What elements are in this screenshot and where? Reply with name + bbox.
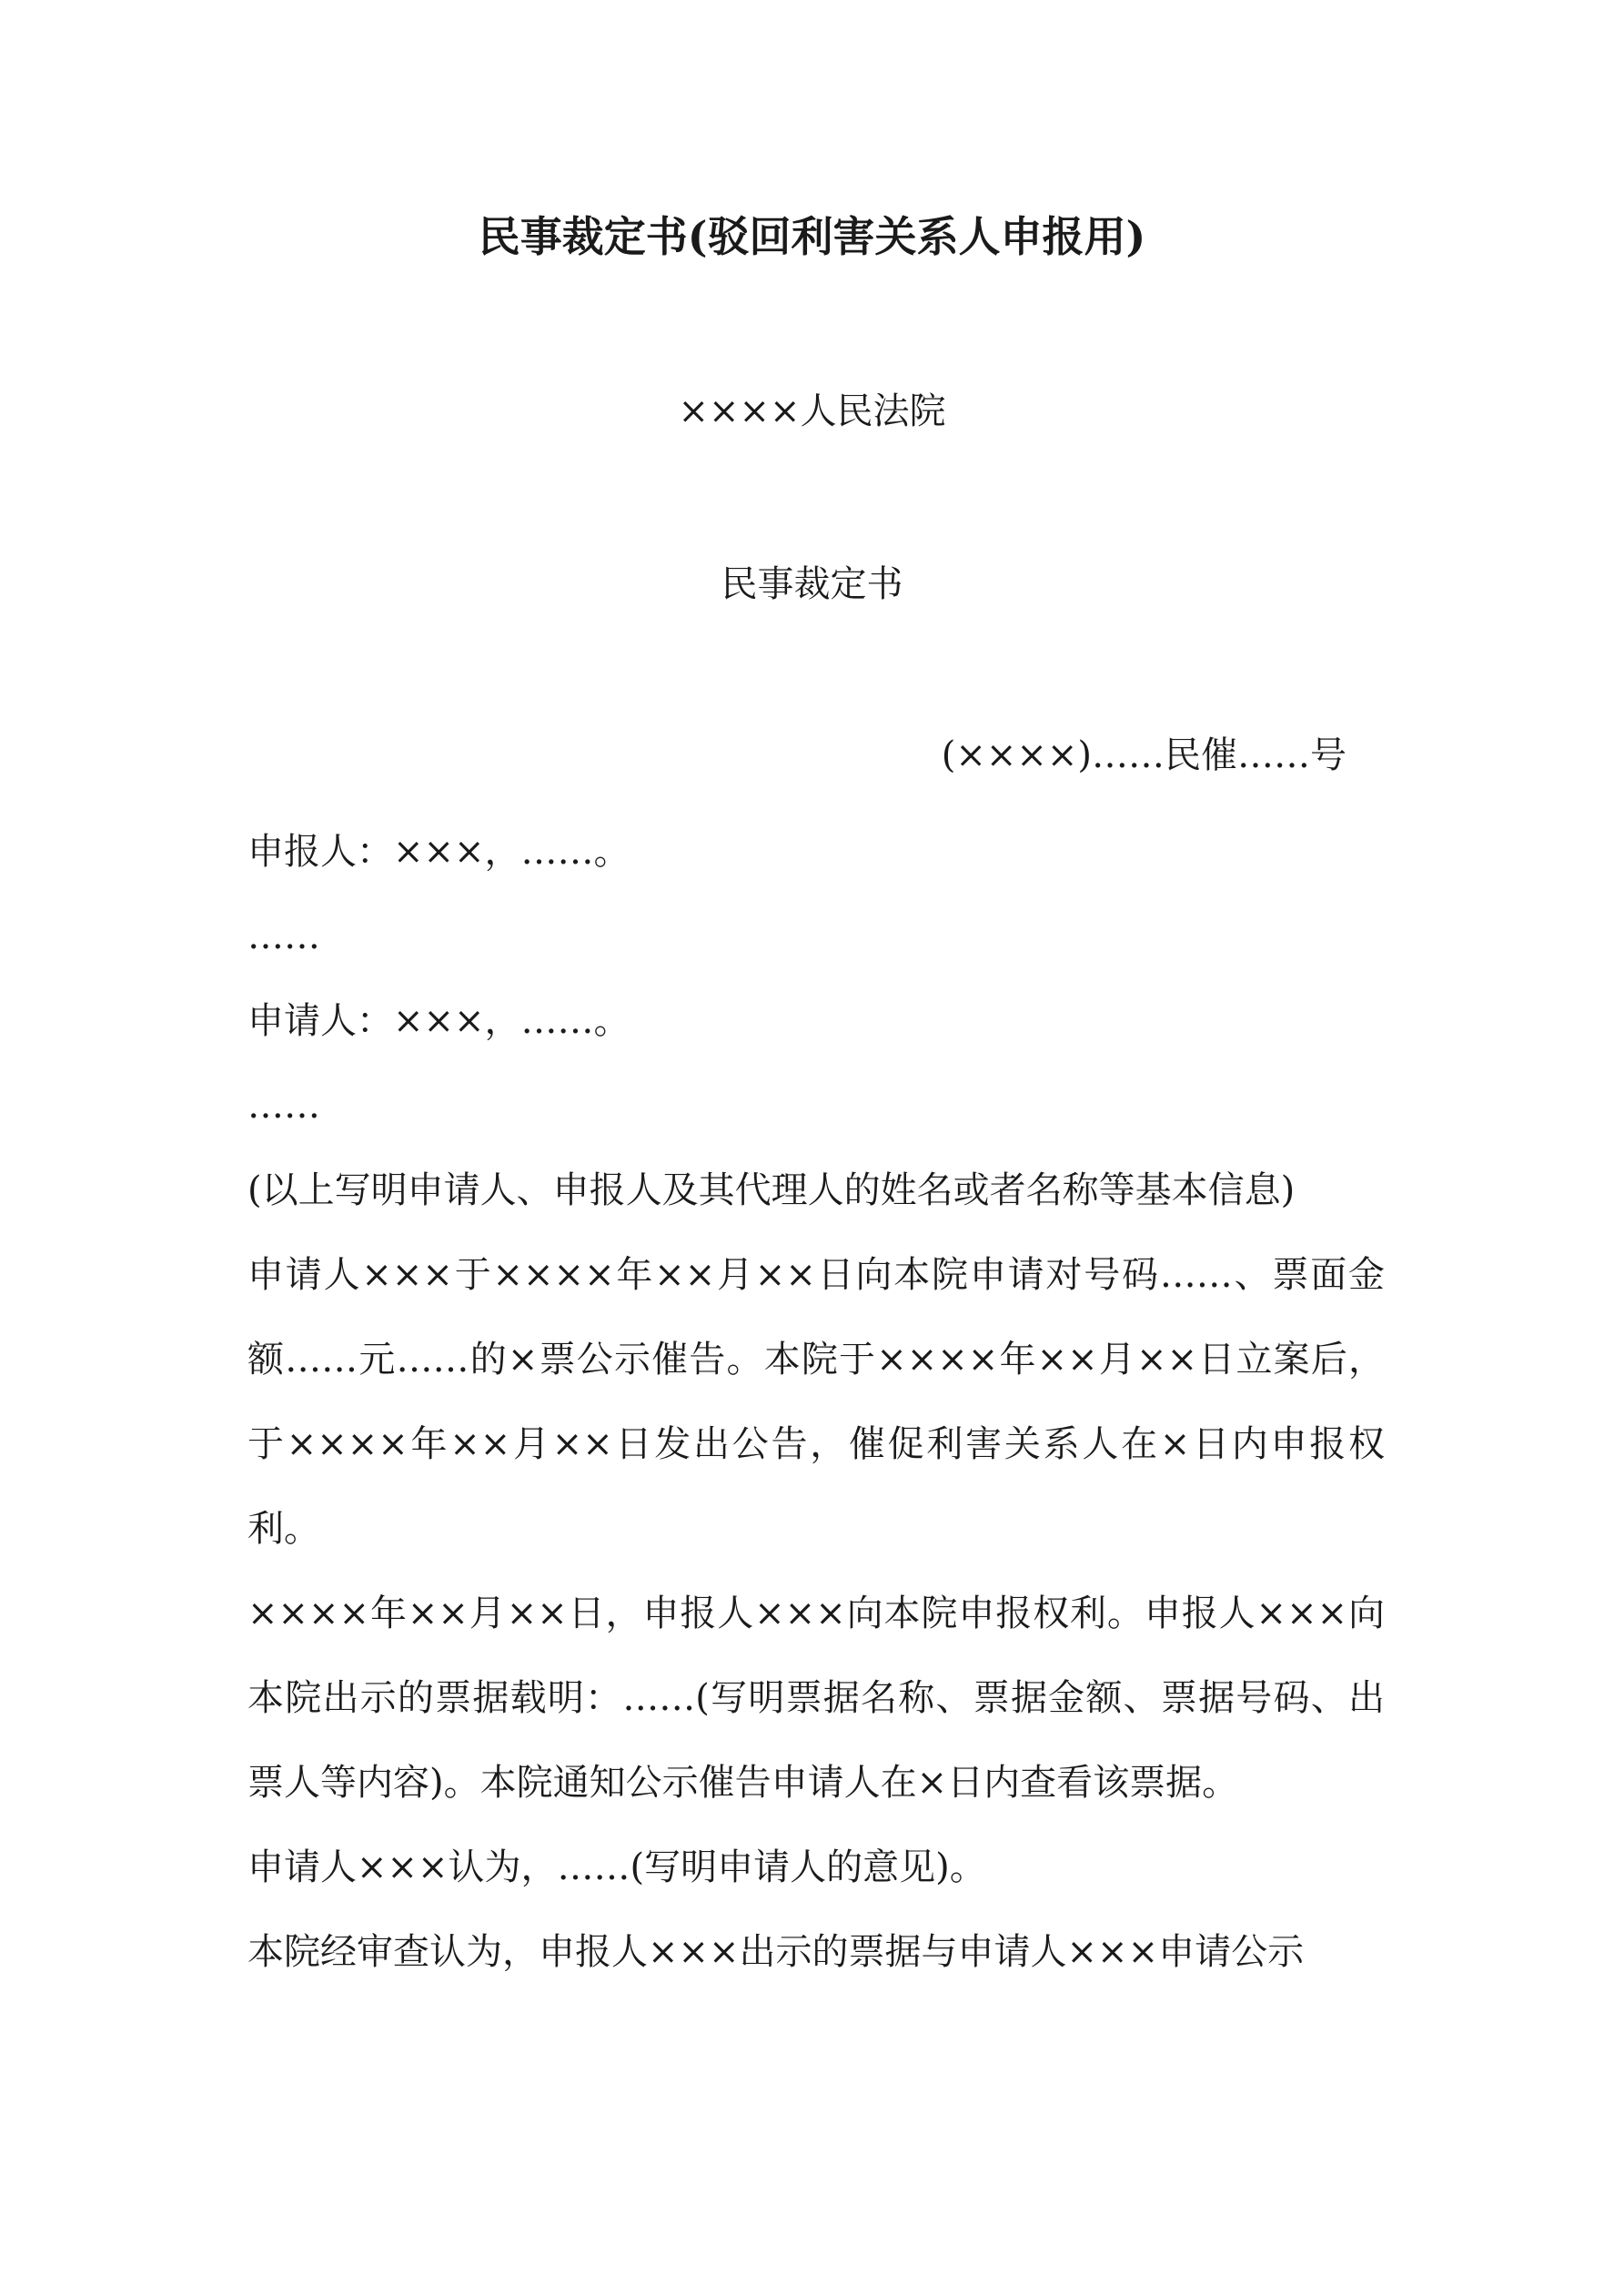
paragraph-applicant-opinion: 申请人×××认为，……(写明申请人的意见)。	[247, 1846, 986, 1888]
paragraph-ellipsis: ……	[247, 915, 320, 957]
case-number: (××××)……民催……号	[941, 734, 1347, 776]
court-name: ××××人民法院	[678, 390, 946, 432]
paragraph-reporter: 申报人：×××，……。	[247, 831, 630, 873]
paragraph-declaration: ××××年××月××日，申报人×××向本院申报权利。申报人×××向本院出示的票据载明：……(写明票据名称、票据金额、票据号码、出票人等内容)。本院通知公示催告申请人在×日内查看该票据。	[247, 1593, 1385, 1804]
document-body	[247, 810, 1385, 1995]
document-type: 民事裁定书	[721, 563, 903, 605]
paragraph-ellipsis: ……	[247, 1085, 320, 1127]
paragraph-court-finding: 本院经审查认为，申报人×××出示的票据与申请人×××申请公示	[247, 1931, 1305, 1973]
document-title: 民事裁定书(驳回利害关系人申报用)	[478, 212, 1146, 261]
paragraph-applicant: 申请人：×××，……。	[247, 1000, 630, 1042]
paragraph-application: 申请人×××于××××年××月××日向本院申请对号码……、票面金额……元……的×票公示催告。本院于××××年××月××日立案后，于××××年××月××日发出公告，催促利害关系人在×日内申报权利。	[247, 1254, 1385, 1550]
paragraph-note: (以上写明申请人、申报人及其代理人的姓名或者名称等基本信息)	[247, 1169, 1296, 1211]
